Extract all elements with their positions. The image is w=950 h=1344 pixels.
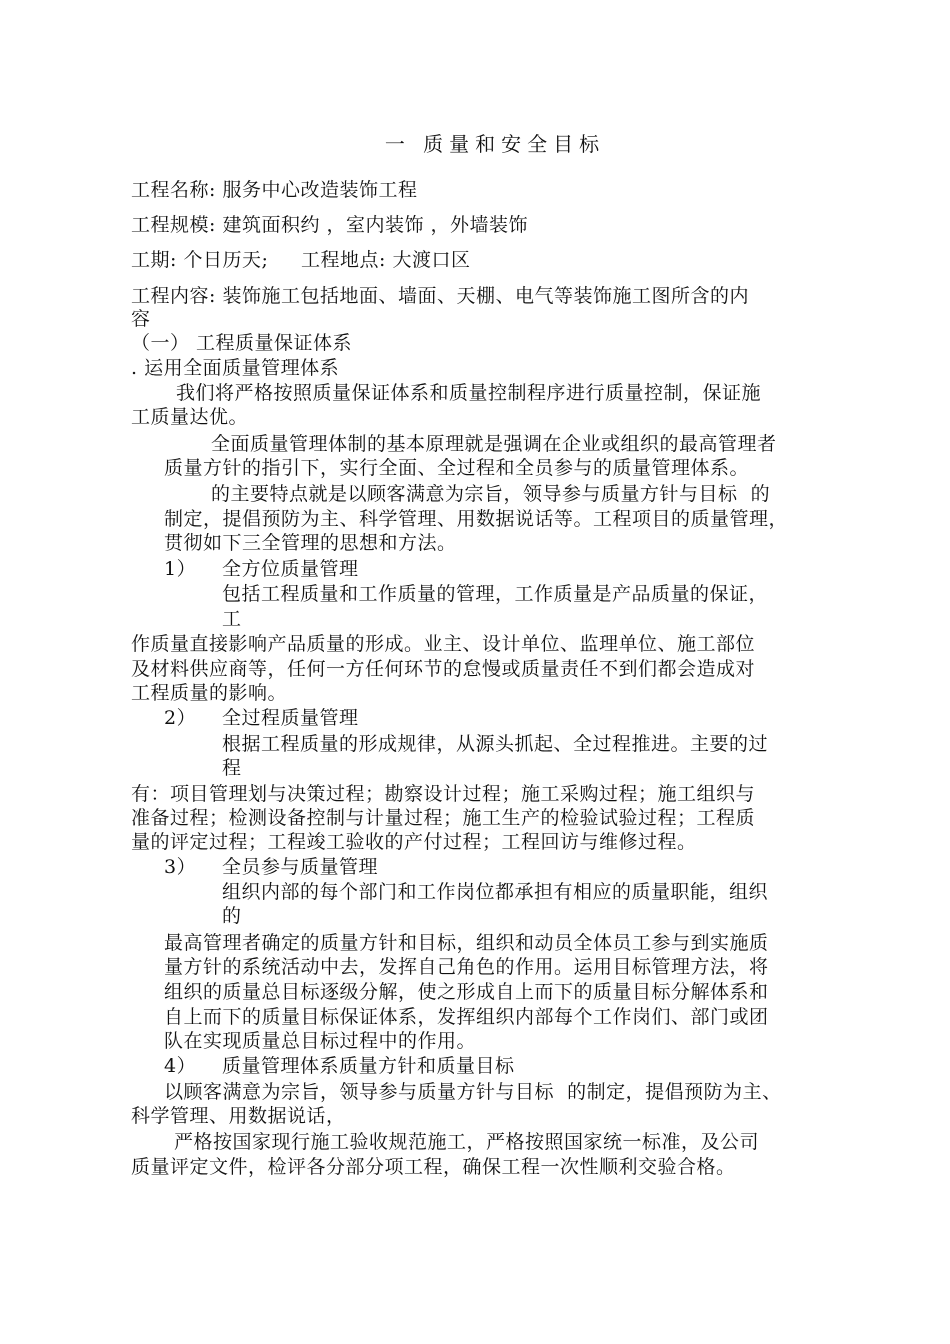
project-scale: 工程规模: 建筑面积约 ，室内装饰 ，外墙装饰 [131,214,529,236]
paragraph-line: 组织的质量总目标逐级分解，使之形成自上而下的质量目标分解体系和 [164,981,769,1003]
page-title: 一 质量和安全目标 [384,132,606,156]
paragraph-line: 工质量达优。 [131,406,249,428]
paragraph-line: 贯彻如下三全管理的思想和方法。 [164,532,457,554]
paragraph-line: 质量评定文件，检评各分部分项工程，确保工程一次性顺利交验合格。 [131,1156,736,1178]
project-duration-location: 工期: 个日历天; 工程地点: 大渡口区 [131,249,471,271]
paragraph-line: 的 [222,905,242,927]
paragraph-line: 有：项目管理划与决策过程；勘察设计过程；施工采购过程；施工组织与 [131,783,756,805]
list-item-number: 2） [164,707,197,729]
paragraph-line: 量的评定过程；工程竣工验收的产付过程；工程回访与维修过程。 [131,831,697,853]
paragraph-line: 组织内部的每个部门和工作岗位都承担有相应的质量职能，组织 [222,881,769,903]
list-item-title: 质量管理体系质量方针和质量目标 [222,1055,515,1077]
section-heading: （一） 工程质量保证体系 [131,332,353,354]
paragraph-line: 作质量直接影响产品质量的形成。业主、设计单位、监理单位、施工部位 [131,633,756,655]
paragraph-line: 以顾客满意为宗旨，领导参与质量方针与目标 的制定，提倡预防为主、 [164,1081,782,1103]
project-content-line: 工程内容: 装饰施工包括地面、墙面、天棚、电气等装饰施工图所含的内 [131,285,749,307]
paragraph-line: 程 [222,757,242,779]
list-item-title: 全员参与质量管理 [222,856,379,878]
subsection-heading: . 运用全面质量管理体系 [131,357,340,379]
list-item-number: 3） [164,856,197,878]
paragraph-line: 包括工程质量和工作质量的管理，工作质量是产品质量的保证， [222,583,769,605]
project-name: 工程名称: 服务中心改造装饰工程 [131,179,418,201]
paragraph-line: 质量方针的指引下，实行全面、全过程和全员参与的质量管理体系。 [164,457,750,479]
paragraph-line: 自上而下的质量目标保证体系，发挥组织内部每个工作岗们、部门或团 [164,1006,769,1028]
paragraph-line: 及材料供应商等，任何一方任何环节的怠慢或质量责任不到们都会造成对 [131,658,756,680]
list-item-title: 全过程质量管理 [222,707,359,729]
project-content-line: 容 [131,308,151,330]
paragraph-line: 工程质量的影响。 [131,682,288,704]
paragraph-line: 的主要特点就是以顾客满意为宗旨，领导参与质量方针与目标 的 [211,483,771,505]
paragraph-line: 最高管理者确定的质量方针和目标，组织和动员全体员工参与到实施质 [164,932,769,954]
list-item-title: 全方位质量管理 [222,558,359,580]
paragraph-line: 制定，提倡预防为主、科学管理、用数据说话等。工程项目的质量管理， [164,508,789,530]
paragraph-line: 量方针的系统活动中去，发挥自己角色的作用。运用目标管理方法，将 [164,956,769,978]
paragraph-line: 准备过程；检测设备控制与计量过程；施工生产的检验试验过程；工程质 [131,807,756,829]
list-item-number: 4） [164,1055,197,1077]
paragraph-line: 严格按国家现行施工验收规范施工，严格按照国家统一标准，及公司 [174,1131,760,1153]
paragraph-line: 我们将严格按照质量保证体系和质量控制程序进行质量控制，保证施 [176,382,762,404]
paragraph-line: 全面质量管理体制的基本原理就是强调在企业或组织的最高管理者 [211,433,777,455]
paragraph-line: 科学管理、用数据说话， [131,1105,346,1127]
paragraph-line: 队在实现质量总目标过程中的作用。 [164,1030,477,1052]
paragraph-line: 工 [222,608,242,630]
list-item-number: 1） [164,558,197,580]
paragraph-line: 根据工程质量的形成规律，从源头抓起、全过程推进。主要的过 [222,733,769,755]
